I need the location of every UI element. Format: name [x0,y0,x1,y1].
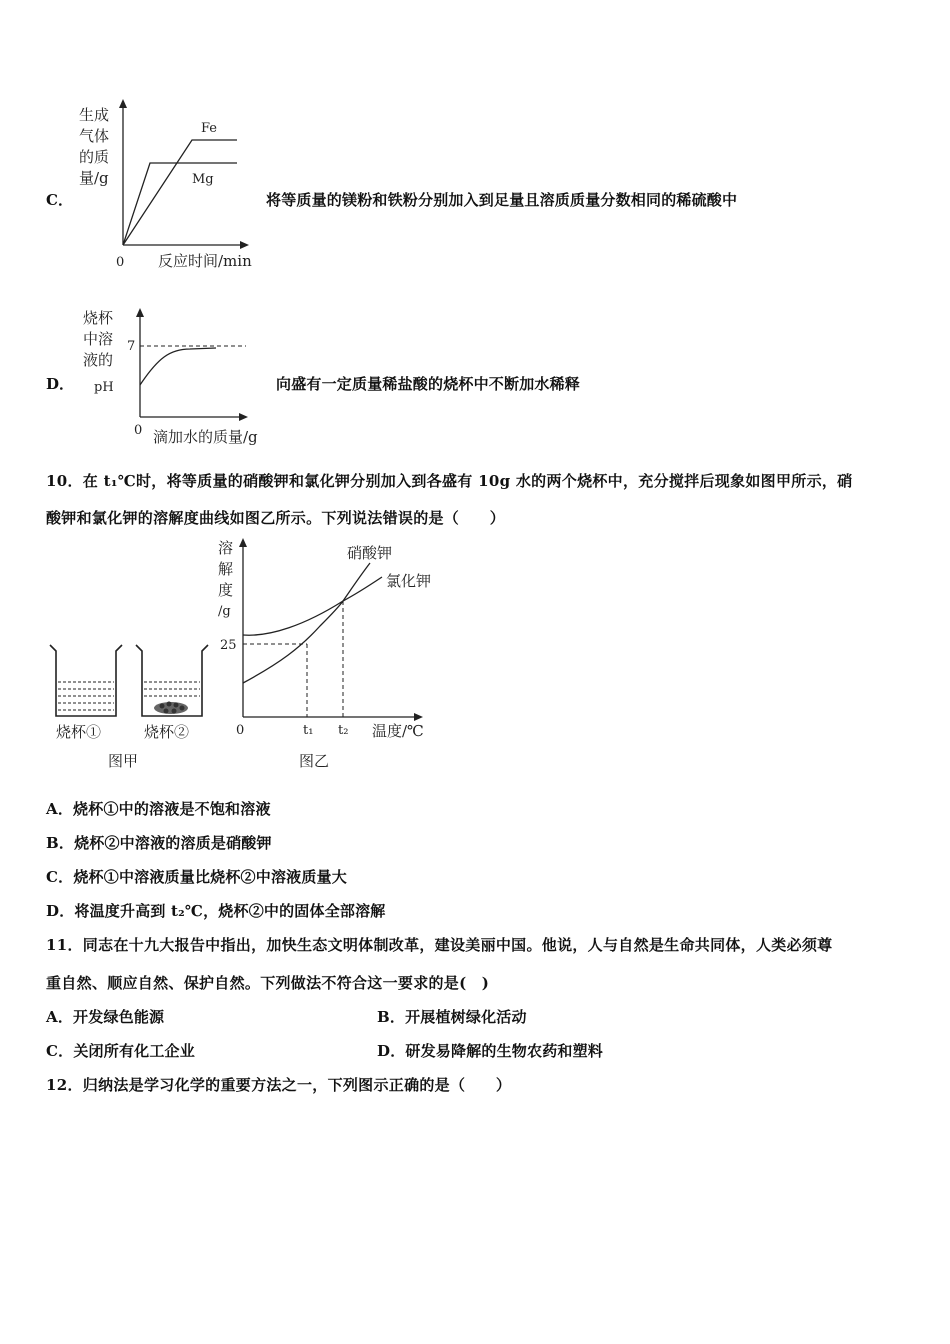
beaker-2-label: 烧杯② [144,723,190,741]
figure-yi-xlabel: 温度/℃ [372,722,424,740]
chart-d-origin: 0 [134,423,143,438]
chart-d-x-arrow [239,413,248,421]
q10-option-d: D．将温度升高到 t₂℃，烧杯②中的固体全部溶解 [46,902,386,920]
figure-yi [210,533,450,775]
option-c-label: C． [46,191,73,209]
option-d-text: 向盛有一定质量稀盐酸的烧杯中不断加水稀释 [276,375,581,393]
beaker-1 [50,645,122,716]
q11-option-a: A．开发绿色能源 [46,1008,165,1026]
q11-option-b: B．开展植树绿化活动 [377,1008,527,1026]
kcl-label: 氯化钾 [386,572,432,590]
figure-yi-origin: 0 [236,723,245,738]
chart-c-ylabel-2: 气体 [79,127,110,145]
chart-c-xlabel: 反应时间/min [158,252,252,270]
chart-d-ylabel-4: pH [94,380,114,395]
chart-c-ylabel-1: 生成 [79,106,110,124]
chart-c-ylabel-4: 量/g [79,169,109,187]
chart-d-y-arrow [136,308,144,317]
q12-stem-line1: 12．归纳法是学习化学的重要方法之一，下列图示正确的是（ ） [46,1076,512,1094]
beaker-2 [136,645,208,716]
option-c-text: 将等质量的镁粉和铁粉分别加入到足量且溶质质量分数相同的稀硫酸中 [266,191,738,209]
q11-option-c: C．关闭所有化工企业 [46,1042,195,1060]
q10-stem-line2: 酸钾和氯化钾的溶解度曲线如图乙所示。下列说法错误的是（ ） [46,509,506,527]
figure-yi-t2: t₂ [338,723,349,738]
kno3-label: 硝酸钾 [347,544,393,562]
figure-yi-t1: t₁ [303,723,314,738]
figure-yi-ylabel-2: 解 [218,560,234,578]
chart-c-fe-label: Fe [201,121,218,136]
q10-option-b: B．烧杯②中溶液的溶质是硝酸钾 [46,834,272,852]
q11-stem-line1: 11．同志在十九大报告中指出，加快生态文明体制改革，建设美丽中国。他说，人与自然是生命共同体，人类必须尊 [46,936,833,954]
chart-c-y-arrow [119,99,127,108]
q10-option-a: A．烧杯①中的溶液是不饱和溶液 [46,800,271,818]
q11-option-d: D．研发易降解的生物农药和塑料 [377,1042,604,1060]
chart-d [78,303,278,448]
figure-yi-caption: 图乙 [299,752,330,770]
figure-yi-ylabel-3: 度 [218,581,234,599]
chart-c-ylabel-3: 的质 [79,148,110,166]
chart-c-origin: 0 [116,255,125,270]
q11-stem-line2: 重自然、顺应自然、保护自然。下列做法不符合这一要求的是( ) [46,974,490,992]
chart-d-ylabel-2: 中溶 [83,330,114,348]
beaker-1-label: 烧杯① [56,723,102,741]
chart-d-xlabel: 滴加水的质量/g [153,428,258,446]
chart-d-ph-curve [140,348,216,385]
chart-c-x-arrow [240,241,249,249]
figure-yi-tick-25: 25 [220,638,237,653]
figure-yi-ylabel-4: /g [218,604,231,619]
chart-c [70,95,270,275]
q10-stem-line1: 10．在 t₁℃时，将等质量的硝酸钾和氯化钾分别加入到各盛有 10g 水的两个烧杯中，充分搅拌后现象如图甲所示，硝 [46,472,853,490]
figure-jia [40,640,220,775]
chart-d-ylabel-1: 烧杯 [83,309,114,327]
chart-c-mg-line [123,163,237,245]
option-d-label: D． [46,375,75,393]
chart-d-ylabel-3: 液的 [83,351,114,369]
q10-option-c: C．烧杯①中溶液质量比烧杯②中溶液质量大 [46,868,347,886]
chart-d-tick-7: 7 [127,339,136,354]
figure-jia-caption: 图甲 [108,752,139,770]
figure-yi-ylabel-1: 溶 [218,539,234,557]
chart-c-mg-label: Mg [192,172,214,187]
kcl-curve [243,577,382,635]
